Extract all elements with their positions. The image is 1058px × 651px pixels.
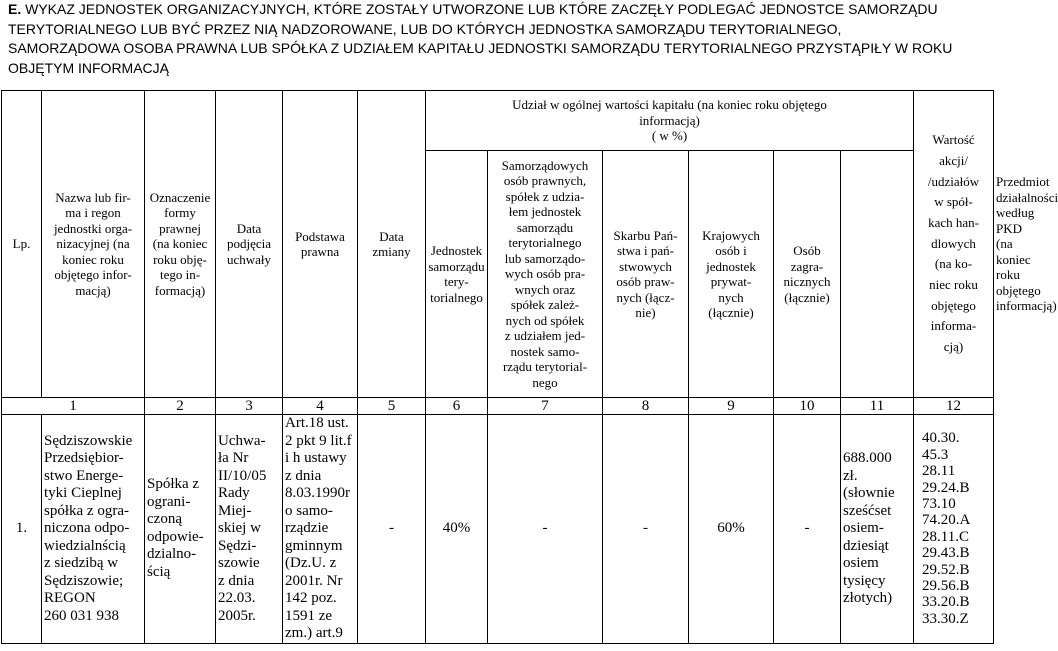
- column-number: 8: [603, 398, 689, 415]
- column-number: 1: [2, 398, 145, 415]
- column-number: 9: [689, 398, 774, 415]
- header-share-treasury: Skarbu Pań- stwa i pań- stwowych osób praw- nych (łącz- nie): [603, 151, 689, 398]
- column-number: 10: [774, 398, 841, 415]
- section-heading: [8, 0, 953, 78]
- organizational-units-table: Lp. Nazwa lub fir- ma i regon jednostki orga- nizacyjnej (na koniec roku objętego infor- macją) Oznaczenie formy prawnej (na koniec roku obję- tego in- formacją) Data podjęcia uchwały Podstawa prawna Data zmiany Udział w ogólnej wartości kapitału (na koniec roku objętego informacją) ( w %) Wartość akcji/ /udziałów w spół- kach han- dlowych (na ko- niec roku objętego informa- cją) Przedmiot działalności według PKD (na koniec roku objętego informacją) Jednostek samorządu tery- torialnego Samorządowych osób prawnych, spółek z udzia- łem jednostek samorządu terytorialnego lub samorządo- wych osób pra- wnych oraz spółek zależ- nych od spółek z udziałem jed- nostek samo- rządu terytorial- nego Skarbu Pań- stwa i pań- stwowych osób praw- nych (łącz- nie) Krajowych osób i jednostek prywat- nych (łącznie) Osób zagra- nicznych (łącznie) 1 2 3 4 5 6 7 8 9 10 11 12 1. Sędziszowskie Przedsiębior- stwo Energe- tyki Cieplnej spółka z ogra- niczona odpo- wiedzialnścią z siedzibą w Sędziszowie; REGON 260 031 938 Spółka z ograni- czoną odpowie- dzialno- ścią Uchwa- ła Nr II/10/05 Rady Miej- skiej w Sędzi- szowie z dnia 22.03. 2005r. Art.18 ust. 2 pkt 9 lit.f i h ustawy z dnia 8.03.1990r o samo- rządzie gminnym (Dz.U. z 2001r. Nr 142 poz. 1591 ze zm.) art.9 - 40% - - 60% - 688.000 zł. (słownie sześćset osiem- dziesiąt osiem tysięcy złotych) 40.30. 45.3 28.11 29.24.B 73.10 74.20.A 28.11.C 29.43.B 29.52.B 29.56.B 33.20.B 33.30.Z: [1, 90, 994, 644]
- header-lp: Lp.: [2, 91, 42, 398]
- header-shares-value: Wartość akcji/ /udziałów w spół- kach han- dlowych (na ko- niec roku objętego informa- cją): [914, 91, 994, 398]
- column-number: 4: [283, 398, 358, 415]
- row-share-domestic-private: 60%: [689, 415, 774, 644]
- column-number: 3: [216, 398, 283, 415]
- column-number: 5: [358, 398, 426, 415]
- row-shares-value: 688.000 zł. (słownie sześćset osiem- dziesiąt osiem tysięcy złotych): [841, 415, 914, 644]
- table-row: [2, 415, 994, 644]
- section-number: E.: [8, 1, 22, 17]
- column-number: 11: [841, 398, 914, 415]
- header-change-date: Data zmiany: [358, 91, 426, 398]
- row-share-municipal: -: [488, 415, 603, 644]
- row-lp: 1.: [2, 415, 42, 644]
- header-legal-form: Oznaczenie formy prawnej (na koniec roku obję- tego in- formacją): [145, 91, 216, 398]
- column-number: 6: [426, 398, 488, 415]
- column-number: 7: [488, 398, 603, 415]
- row-change-date: -: [358, 415, 426, 644]
- column-number: 2: [145, 398, 216, 415]
- header-name: Nazwa lub fir- ma i regon jednostki orga- nizacyjnej (na koniec roku objętego infor- macją): [42, 91, 145, 398]
- header-share-jst: Jednostek samorządu tery- torialnego: [426, 151, 488, 398]
- row-pkd-codes: 40.30. 45.3 28.11 29.24.B 73.10 74.20.A 28.11.C 29.43.B 29.52.B 29.56.B 33.20.B 33.30.Z: [914, 415, 994, 644]
- row-legal-form: Spółka z ograni- czoną odpowie- dzialno- ścią: [145, 415, 216, 644]
- header-share-domestic-private: Krajowych osób i jednostek prywat- nych (łącznie): [689, 151, 774, 398]
- column-number: 12: [914, 398, 994, 415]
- header-share-foreign: Osób zagra- nicznych (łącznie): [774, 151, 841, 398]
- row-name: Sędziszowskie Przedsiębior- stwo Energe- tyki Cieplnej spółka z ogra- niczona odpo- wiedzialnścią z siedzibą w Sędziszowie; REGON 260 031 938: [42, 415, 145, 644]
- row-share-foreign: -: [774, 415, 841, 644]
- section-title: WYKAZ JEDNOSTEK ORGANIZACYJNYCH, KTÓRE ZOSTAŁY UTWORZONE LUB KTÓRE ZACZĘŁY PODLEGAĆ JEDNOSTCE SAMORZĄDU TERYTORIALNEGO LUB BYĆ PRZEZ NIĄ NADZOROWANE, LUB DO KTÓRYCH JEDNOSTKA SAMORZĄDU TERYTORIALNEGO, SAMORZĄDOWA OSOBA PRAWNA LUB SPÓŁKA Z UDZIAŁEM KAPITAŁU JEDNOSTKI SAMORZĄDU TERYTORIALNEGO PRZYSTĄPIŁY W ROKU OBJĘTYM INFORMACJĄ: [8, 1, 953, 76]
- row-share-treasury: -: [603, 415, 689, 644]
- header-resolution-date: Data podjęcia uchwały: [216, 91, 283, 398]
- header-share-municipal: Samorządowych osób prawnych, spółek z udzia- łem jednostek samorządu terytorialnego lub samorządo- wych osób pra- wnych oraz spółek zależ- nych od spółek z udziałem jed- nostek samo- rządu terytorial- nego: [488, 151, 603, 398]
- header-capital-share-group: Udział w ogólnej wartości kapitału (na koniec roku objętego informacją) ( w %): [426, 91, 914, 151]
- row-resolution-date: Uchwa- ła Nr II/10/05 Rady Miej- skiej w Sędzi- szowie z dnia 22.03. 2005r.: [216, 415, 283, 644]
- row-share-jst: 40%: [426, 415, 488, 644]
- header-legal-basis: Podstawa prawna: [283, 91, 358, 398]
- row-legal-basis: Art.18 ust. 2 pkt 9 lit.f i h ustawy z dnia 8.03.1990r o samo- rządzie gminnym (Dz.U. z 2001r. Nr 142 poz. 1591 ze zm.) art.9: [283, 415, 358, 644]
